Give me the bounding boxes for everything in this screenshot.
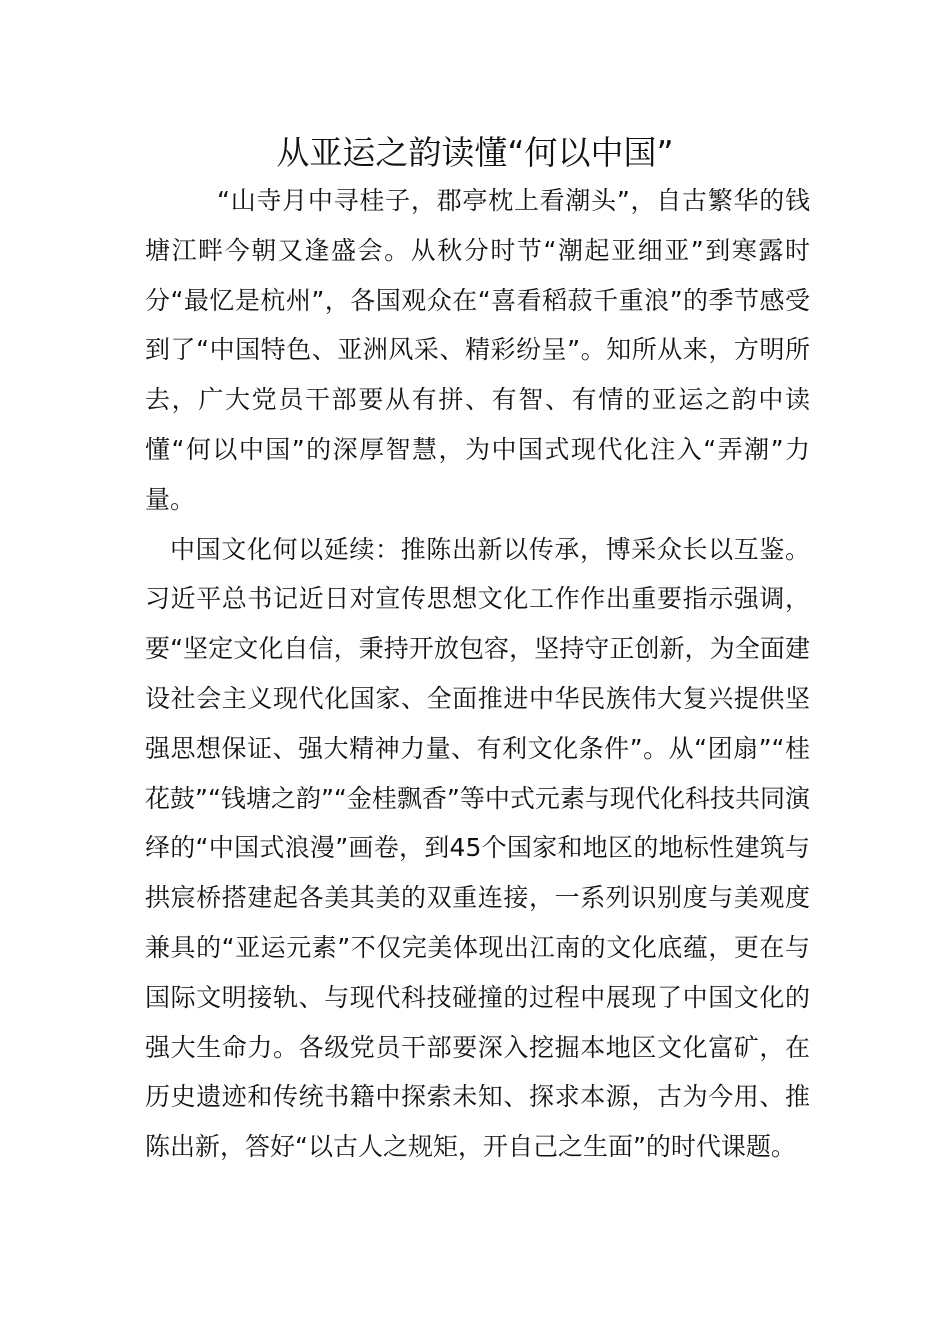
paragraph-1: “山寺月中寻桂子，郡亭枕上看潮头”，自古繁华的钱塘江畔今朝又逢盛会。从秋分时节“潮起亚细亚”到寒露时分“最忆是杭州”，各国观众在“喜看稻菽千重浪”的季节感受到了“中国特色、亚洲风采、精彩纷呈”。知所从来，方明所去，广大党员干部要从有拼、有智、有情的亚运之韵中读懂“何以中国”的深厚智慧，为中国式现代化注入“弄潮”力量。 xyxy=(145,186,810,514)
paragraph-2: 中国文化何以延续：推陈出新以传承，博采众长以互鉴。习近平总书记近日对宣传思想文化工作作出重要指示强调，要“坚定文化自信，秉持开放包容，坚持守正创新，为全面建设社会主义现代化国家、全面推进中华民族伟大复兴提供坚强思想保证、强大精神力量、有利文化条件”。从“团扇”“桂花鼓”“钱塘之韵”“金桂飘香”等中式元素与现代化科技共同演绎的“中国式浪漫”画卷，到45个国家和地区的地标性建筑与拱宸桥搭建起各美其美的双重连接，一系列识别度与美观度兼具的“亚运元素”不仅完美体现出江南的文化底蕴，更在与国际文明接轨、与现代科技碰撞的过程中展现了中国文化的强大生命力。各级党员干部要深入挖掘本地区文化富矿，在历史遗迹和传统书籍中探索未知、探求本源，古为今用、推陈出新，答好“以古人之规矩，开自己之生面”的时代课题。 xyxy=(145,534,810,1162)
article-body xyxy=(145,176,810,1172)
article-title: 从亚运之韵读懂“何以中国” xyxy=(276,133,674,172)
